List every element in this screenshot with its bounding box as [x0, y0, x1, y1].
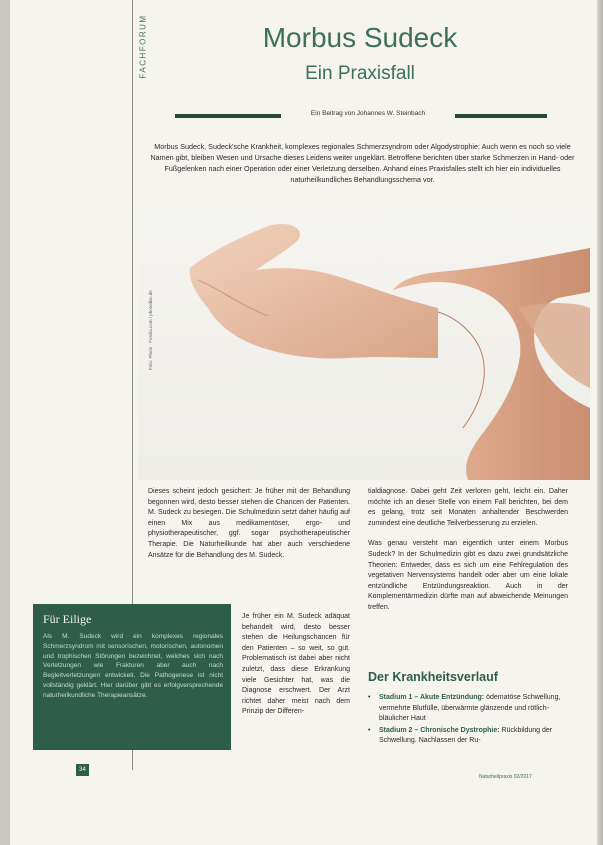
- page-edge-shadow: [597, 0, 603, 845]
- stage-text: ödematöse Schwellung, vermehrte Blutfülle, überwärmte glänzende und rötlich-bläulicher Haut: [379, 694, 561, 723]
- list-item: [368, 726, 568, 747]
- stage-label: Stadium 2 – Chronische Dystrophie:: [379, 726, 500, 734]
- stage-list: [368, 693, 568, 748]
- article-title: Morbus Sudeck: [262, 22, 458, 53]
- photo-credit: Foto: Photo · Fotolia.com / photodisc.de: [148, 290, 153, 370]
- body-paragraph: Was genau versteht man eigentlich unter einem Morbus Sudeck? In der Schulmedizin gibt es dazu zwei grundsätzliche Theorien: Entweder, dass es sich um eine Fehlregulation des vegetativen Nervensystems handelt oder aber um eine lokale entzündliche Entzündungsreaktion. Auch in der Komplementärmedizin dürfte man auf abweichende Meinungen treffen.: [368, 540, 568, 611]
- byline-bar-left: [175, 114, 281, 118]
- bullet-icon: •: [368, 694, 371, 701]
- stage-label: Stadium 1 – Akute Entzündung:: [379, 694, 485, 701]
- summary-box-heading: Für Eilige: [43, 612, 92, 626]
- intro-text: Morbus Sudeck, Sudeck'sche Krankheit, komplexes regionales Schmerzsyndrom oder Algodystrophie: Auch wenn es noch so viele Namen gibt, bleiben Wesen und Ursache dieses Leidens weiter ungeklärt. Betroffene berichten über starke Schmerzen in Hand- oder Fußgelenken nach einer Operation oder einer Verletzung derselben. Anhand eines Praxisfalles stellt ich hier ein individuelles naturheilkundliches Behandlungsschema vor.: [150, 142, 575, 184]
- body-column-1b: [242, 612, 350, 718]
- summary-box-text: Als M. Sudeck wird ein komplexes regionales Schmerzsyndrom mit sensorischen, motorischen, autonomen und trophischen Störungen bezeichnet, welches sich nach Verletzungen wie Frakturen aber auch nach Begleitverletzungen entwickelt. Die Pathogenese ist nicht vollständig geklärt. Hier darüber gibt es erfolgversprechende naturheilkundliche Therapieansätze.: [43, 633, 223, 699]
- byline-bar-right: [455, 114, 547, 118]
- body-paragraph: Je früher ein M. Sudeck adäquat behandelt wird, desto besser stehen die Heilungschancen für den Patienten – so weit, so gut. Problematisch ist dabei aber nicht zuletzt, dass diese Erkrankung viele Gesichter hat, was die Diagnose erschwert. Der Arzt richtet daher meist nach dem Prinzip der Differen-: [242, 613, 350, 716]
- article-subtitle: Ein Praxisfall: [305, 63, 415, 84]
- section-heading: Der Krankheitsverlauf: [368, 670, 498, 684]
- body-column-2: [368, 487, 568, 614]
- bullet-icon: •: [368, 726, 371, 734]
- stage-text: Rückbildung der Schwellung. Nachlassen der Ru-: [379, 726, 553, 745]
- footer-issue: Naturheilpraxis 02/2017: [479, 774, 532, 780]
- byline: Ein Beitrag von Johannes W. Steinbach: [310, 110, 426, 117]
- list-item: [368, 693, 568, 725]
- hand-wrist-photo: [138, 208, 590, 480]
- byline-row: [175, 110, 547, 122]
- body-column-1: [148, 487, 350, 561]
- page-number: 34: [76, 764, 89, 776]
- summary-box: [33, 604, 231, 750]
- section-rubric: FACHFORUM: [138, 14, 148, 79]
- body-paragraph: tialdiagnose. Dabei geht Zeit verloren geht, leicht ein. Daher möchte ich an dieser Stelle von einem Fall berichten, bei dem es gelang, trotz seit Monaten anhaltender Beschwerden zumindest eine deutliche Teilverbesserung zu erzielen.: [368, 488, 568, 527]
- hand-illustration: [138, 208, 590, 480]
- body-paragraph: Dieses scheint jedoch gesichert: Je früher mit der Behandlung begonnen wird, desto besser stehen die Chancen der Patienten. M. Sudeck zu besiegen. Die Schulmedizin setzt daher häufig auf einen Mix aus medikamentöser, ergo- und physiotherapeutischer, ggf. sogar psychotherapeutischer Therapie. Die Naturheilkunde hat aber auch verschiedene Ansätze für die Behandlung des M. Sudeck.: [148, 488, 350, 559]
